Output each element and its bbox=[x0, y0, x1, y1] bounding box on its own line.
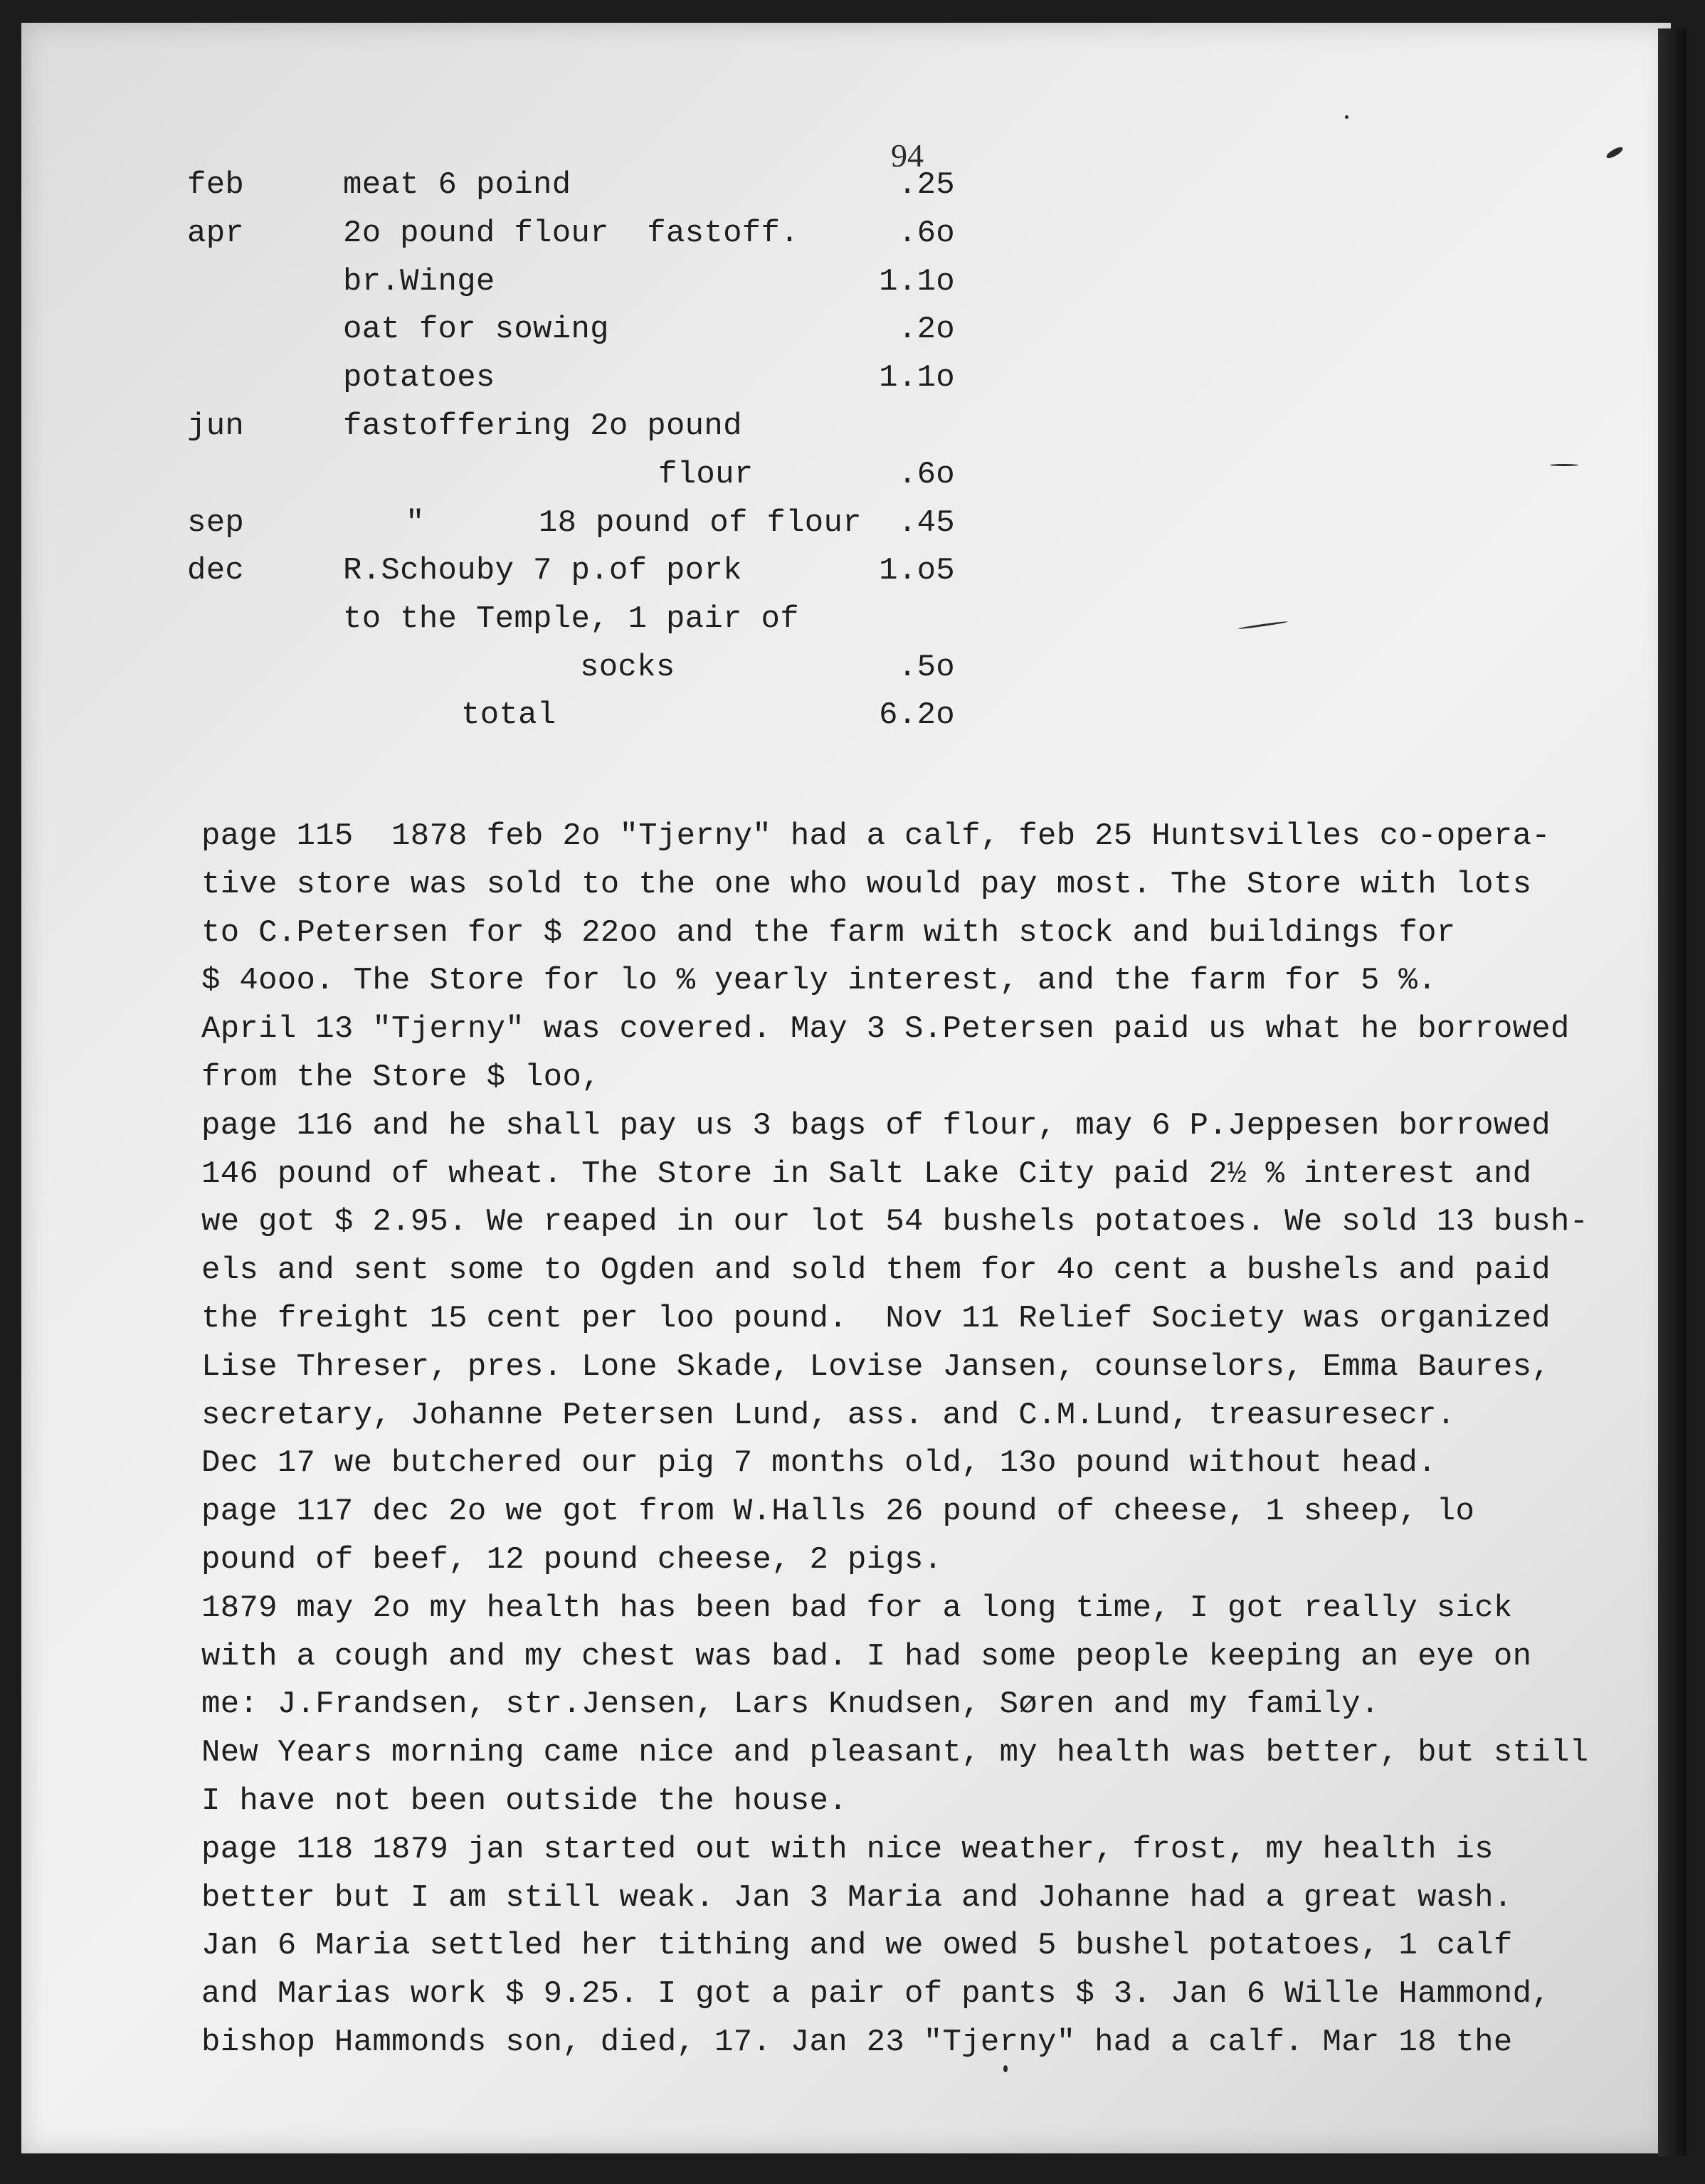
ledger-month: dec bbox=[187, 553, 245, 589]
ledger-item: potatoes bbox=[343, 360, 495, 396]
text-line: $ 4ooo. The Store for lo % yearly interest, and the farm for 5 %. bbox=[201, 963, 1437, 999]
dust-speck bbox=[1550, 464, 1578, 466]
journal-text bbox=[201, 813, 1667, 2067]
text-line: April 13 "Tjerny" was covered. May 3 S.Petersen paid us what he borrowed bbox=[201, 1011, 1570, 1048]
dust-speck bbox=[1345, 115, 1348, 119]
scan-edge-shadow bbox=[1658, 28, 1686, 2156]
text-line: page 115 1878 feb 2o "Tjerny" had a calf, feb 25 Huntsvilles co-opera- bbox=[201, 818, 1551, 854]
ledger-amount: .6o bbox=[897, 457, 955, 492]
text-line: the freight 15 cent per loo pound. Nov 11 Relief Society was organized bbox=[201, 1300, 1551, 1336]
ledger-month: apr bbox=[187, 216, 245, 251]
text-line: 1879 may 2o my health has been bad for a long time, I got really sick bbox=[201, 1590, 1513, 1626]
text-line: bishop Hammonds son, died, 17. Jan 23 "Tjerny" had a calf. Mar 18 the bbox=[201, 2024, 1513, 2060]
ledger-amount: .6o bbox=[897, 216, 955, 251]
ledger-month: sep bbox=[187, 505, 245, 541]
ledger-amount: 1.1o bbox=[879, 360, 955, 396]
text-line: I have not been outside the house. bbox=[201, 1783, 848, 1819]
ledger-item: oat for sowing bbox=[343, 312, 609, 347]
text-line: secretary, Johanne Petersen Lund, ass. and C.M.Lund, treasuresecr. bbox=[201, 1397, 1456, 1433]
text-line: page 116 and he shall pay us 3 bags of flour, may 6 P.Jeppesen borrowed bbox=[201, 1107, 1551, 1144]
text-line: Jan 6 Maria settled her tithing and we owed 5 bushel potatoes, 1 calf bbox=[201, 1928, 1513, 1964]
text-line: Lise Threser, pres. Lone Skade, Lovise Jansen, counselors, Emma Baures, bbox=[201, 1349, 1551, 1385]
text-line: me: J.Frandsen, str.Jensen, Lars Knudsen, Søren and my family. bbox=[201, 1687, 1380, 1723]
text-line: pound of beef, 12 pound cheese, 2 pigs. bbox=[201, 1541, 943, 1578]
text-line: Dec 17 we butchered our pig 7 months old, 13o pound without head. bbox=[201, 1445, 1437, 1482]
ledger-month: feb bbox=[187, 167, 245, 203]
text-line: els and sent some to Ogden and sold them for 4o cent a bushels and paid bbox=[201, 1252, 1551, 1289]
ledger-item: socks bbox=[580, 650, 675, 685]
ledger-item: " 18 pound of flour bbox=[406, 505, 862, 541]
text-line: to C.Petersen for $ 22oo and the farm with stock and buildings for bbox=[201, 914, 1456, 951]
page-number: 94 bbox=[891, 137, 924, 174]
text-line: New Years morning came nice and pleasant, my health was better, but still bbox=[201, 1735, 1589, 1771]
ledger-item: meat 6 poind bbox=[343, 167, 571, 203]
ledger-amount: 1.o5 bbox=[879, 553, 955, 589]
text-line: from the Store $ loo, bbox=[201, 1059, 601, 1095]
text-line: with a cough and my chest was bad. I had some people keeping an eye on bbox=[201, 1638, 1532, 1674]
text-line: better but I am still weak. Jan 3 Maria and Johanne had a great wash. bbox=[201, 1879, 1513, 1916]
ledger-total-amount: 6.2o bbox=[879, 697, 955, 733]
text-line: 146 pound of wheat. The Store in Salt Lake City paid 2½ % interest and bbox=[201, 1156, 1532, 1192]
text-line: and Marias work $ 9.25. I got a pair of pants $ 3. Jan 6 Wille Hammond, bbox=[201, 1976, 1551, 2012]
text-line: page 117 dec 2o we got from W.Halls 26 pound of cheese, 1 sheep, lo bbox=[201, 1494, 1475, 1530]
text-line: we got $ 2.95. We reaped in our lot 54 bushels potatoes. We sold 13 bush- bbox=[201, 1204, 1589, 1240]
ledger-item: fastoffering 2o pound bbox=[343, 408, 742, 444]
ledger-amount: .25 bbox=[897, 167, 955, 203]
ledger-amount: .2o bbox=[897, 312, 955, 347]
ledger-amount: .5o bbox=[897, 650, 955, 685]
ledger-amount: .45 bbox=[897, 505, 955, 541]
document-page bbox=[21, 23, 1671, 2153]
text-line: page 118 1879 jan started out with nice weather, frost, my health is bbox=[201, 1831, 1494, 1867]
ledger-item: 2o pound flour fastoff. bbox=[343, 216, 799, 251]
ledger-amount: 1.1o bbox=[879, 264, 955, 300]
ledger-total-label: total bbox=[461, 697, 556, 733]
ledger-item: flour bbox=[658, 457, 754, 492]
ledger-item: to the Temple, 1 pair of bbox=[343, 601, 799, 637]
ledger-item: br.Winge bbox=[343, 264, 495, 300]
text-line: tive store was sold to the one who would pay most. The Store with lots bbox=[201, 866, 1532, 902]
ledger-month: jun bbox=[187, 408, 245, 444]
ledger-item: R.Schouby 7 p.of pork bbox=[343, 553, 742, 589]
dust-speck bbox=[1003, 2065, 1008, 2072]
